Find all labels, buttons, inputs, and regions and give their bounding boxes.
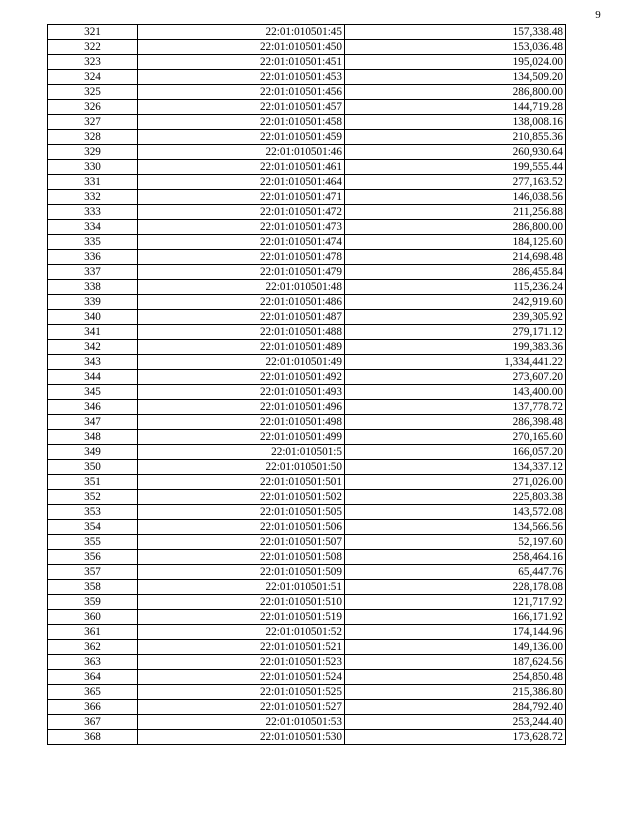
cadastral-value: 199,383.36 <box>345 340 566 355</box>
row-number: 321 <box>48 25 138 40</box>
cadastral-number: 22:01:010501:527 <box>138 700 345 715</box>
cadastral-value: 65,447.76 <box>345 565 566 580</box>
row-number: 360 <box>48 610 138 625</box>
cadastral-number: 22:01:010501:50 <box>138 460 345 475</box>
cadastral-number: 22:01:010501:49 <box>138 355 345 370</box>
table-row <box>48 460 566 475</box>
cadastral-number: 22:01:010501:478 <box>138 250 345 265</box>
row-number: 345 <box>48 385 138 400</box>
cadastral-value: 187,624.56 <box>345 655 566 670</box>
table-row <box>48 205 566 220</box>
row-number: 361 <box>48 625 138 640</box>
row-number: 354 <box>48 520 138 535</box>
cadastral-value: 184,125.60 <box>345 235 566 250</box>
row-number: 327 <box>48 115 138 130</box>
row-number: 335 <box>48 235 138 250</box>
table-row <box>48 325 566 340</box>
cadastral-number: 22:01:010501:52 <box>138 625 345 640</box>
cadastral-number: 22:01:010501:53 <box>138 715 345 730</box>
cadastral-number: 22:01:010501:502 <box>138 490 345 505</box>
row-number: 368 <box>48 730 138 745</box>
cadastral-number: 22:01:010501:453 <box>138 70 345 85</box>
cadastral-number: 22:01:010501:499 <box>138 430 345 445</box>
row-number: 336 <box>48 250 138 265</box>
cadastral-number: 22:01:010501:456 <box>138 85 345 100</box>
cadastral-number: 22:01:010501:488 <box>138 325 345 340</box>
cadastral-value: 143,400.00 <box>345 385 566 400</box>
row-number: 338 <box>48 280 138 295</box>
row-number: 340 <box>48 310 138 325</box>
cadastral-value-table <box>47 24 566 745</box>
cadastral-number: 22:01:010501:530 <box>138 730 345 745</box>
cadastral-value: 284,792.40 <box>345 700 566 715</box>
row-number: 350 <box>48 460 138 475</box>
cadastral-value: 286,455.84 <box>345 265 566 280</box>
cadastral-number: 22:01:010501:51 <box>138 580 345 595</box>
row-number: 353 <box>48 505 138 520</box>
cadastral-value: 153,036.48 <box>345 40 566 55</box>
table-row <box>48 310 566 325</box>
row-number: 339 <box>48 295 138 310</box>
cadastral-value: 277,163.52 <box>345 175 566 190</box>
cadastral-number: 22:01:010501:510 <box>138 595 345 610</box>
cadastral-value: 173,628.72 <box>345 730 566 745</box>
cadastral-number: 22:01:010501:5 <box>138 445 345 460</box>
cadastral-value: 279,171.12 <box>345 325 566 340</box>
cadastral-number: 22:01:010501:523 <box>138 655 345 670</box>
cadastral-value: 157,338.48 <box>345 25 566 40</box>
table-row <box>48 610 566 625</box>
cadastral-number: 22:01:010501:506 <box>138 520 345 535</box>
row-number: 357 <box>48 565 138 580</box>
table-row <box>48 370 566 385</box>
cadastral-value: 174,144.96 <box>345 625 566 640</box>
table-body <box>48 25 566 745</box>
table-row <box>48 190 566 205</box>
table-row <box>48 475 566 490</box>
table-row <box>48 40 566 55</box>
cadastral-number: 22:01:010501:473 <box>138 220 345 235</box>
table-row <box>48 355 566 370</box>
row-number: 323 <box>48 55 138 70</box>
table-row <box>48 250 566 265</box>
cadastral-value: 1,334,441.22 <box>345 355 566 370</box>
cadastral-value: 149,136.00 <box>345 640 566 655</box>
cadastral-number: 22:01:010501:45 <box>138 25 345 40</box>
table-row <box>48 700 566 715</box>
cadastral-number: 22:01:010501:508 <box>138 550 345 565</box>
cadastral-value: 242,919.60 <box>345 295 566 310</box>
row-number: 322 <box>48 40 138 55</box>
row-number: 365 <box>48 685 138 700</box>
row-number: 333 <box>48 205 138 220</box>
table-row <box>48 400 566 415</box>
table-row <box>48 430 566 445</box>
cadastral-value: 134,566.56 <box>345 520 566 535</box>
table-row <box>48 445 566 460</box>
row-number: 331 <box>48 175 138 190</box>
row-number: 337 <box>48 265 138 280</box>
cadastral-number: 22:01:010501:507 <box>138 535 345 550</box>
table-row <box>48 175 566 190</box>
table-row <box>48 85 566 100</box>
table-row <box>48 580 566 595</box>
cadastral-number: 22:01:010501:524 <box>138 670 345 685</box>
page-number: 9 <box>595 9 601 21</box>
row-number: 364 <box>48 670 138 685</box>
cadastral-number: 22:01:010501:487 <box>138 310 345 325</box>
cadastral-value: 239,305.92 <box>345 310 566 325</box>
row-number: 344 <box>48 370 138 385</box>
cadastral-value: 134,337.12 <box>345 460 566 475</box>
table-row <box>48 70 566 85</box>
cadastral-number: 22:01:010501:505 <box>138 505 345 520</box>
row-number: 325 <box>48 85 138 100</box>
row-number: 324 <box>48 70 138 85</box>
table-row <box>48 160 566 175</box>
cadastral-number: 22:01:010501:498 <box>138 415 345 430</box>
row-number: 348 <box>48 430 138 445</box>
cadastral-value: 273,607.20 <box>345 370 566 385</box>
row-number: 341 <box>48 325 138 340</box>
row-number: 352 <box>48 490 138 505</box>
table-row <box>48 340 566 355</box>
cadastral-value: 258,464.16 <box>345 550 566 565</box>
cadastral-number: 22:01:010501:48 <box>138 280 345 295</box>
cadastral-value: 146,038.56 <box>345 190 566 205</box>
table-row <box>48 595 566 610</box>
cadastral-value: 143,572.08 <box>345 505 566 520</box>
cadastral-value: 115,236.24 <box>345 280 566 295</box>
cadastral-value: 286,800.00 <box>345 220 566 235</box>
table-row <box>48 415 566 430</box>
cadastral-number: 22:01:010501:492 <box>138 370 345 385</box>
cadastral-number: 22:01:010501:493 <box>138 385 345 400</box>
cadastral-number: 22:01:010501:472 <box>138 205 345 220</box>
cadastral-value: 286,800.00 <box>345 85 566 100</box>
cadastral-number: 22:01:010501:471 <box>138 190 345 205</box>
cadastral-value: 211,256.88 <box>345 205 566 220</box>
row-number: 326 <box>48 100 138 115</box>
cadastral-value: 137,778.72 <box>345 400 566 415</box>
cadastral-value: 166,057.20 <box>345 445 566 460</box>
cadastral-value: 121,717.92 <box>345 595 566 610</box>
table-row <box>48 385 566 400</box>
table-row <box>48 25 566 40</box>
cadastral-number: 22:01:010501:46 <box>138 145 345 160</box>
cadastral-number: 22:01:010501:489 <box>138 340 345 355</box>
row-number: 346 <box>48 400 138 415</box>
row-number: 349 <box>48 445 138 460</box>
table-row <box>48 235 566 250</box>
row-number: 366 <box>48 700 138 715</box>
row-number: 332 <box>48 190 138 205</box>
cadastral-value: 215,386.80 <box>345 685 566 700</box>
row-number: 355 <box>48 535 138 550</box>
cadastral-number: 22:01:010501:509 <box>138 565 345 580</box>
cadastral-value: 270,165.60 <box>345 430 566 445</box>
cadastral-value: 271,026.00 <box>345 475 566 490</box>
row-number: 351 <box>48 475 138 490</box>
table-row <box>48 115 566 130</box>
cadastral-value: 144,719.28 <box>345 100 566 115</box>
table-row <box>48 280 566 295</box>
cadastral-value: 166,171.92 <box>345 610 566 625</box>
row-number: 367 <box>48 715 138 730</box>
cadastral-value: 134,509.20 <box>345 70 566 85</box>
table-row <box>48 130 566 145</box>
table-row <box>48 715 566 730</box>
cadastral-value: 138,008.16 <box>345 115 566 130</box>
table-row <box>48 550 566 565</box>
row-number: 359 <box>48 595 138 610</box>
row-number: 358 <box>48 580 138 595</box>
cadastral-number: 22:01:010501:486 <box>138 295 345 310</box>
row-number: 362 <box>48 640 138 655</box>
cadastral-number: 22:01:010501:459 <box>138 130 345 145</box>
cadastral-number: 22:01:010501:450 <box>138 40 345 55</box>
table-row <box>48 535 566 550</box>
cadastral-value: 199,555.44 <box>345 160 566 175</box>
cadastral-value: 260,930.64 <box>345 145 566 160</box>
row-number: 334 <box>48 220 138 235</box>
cadastral-value: 52,197.60 <box>345 535 566 550</box>
row-number: 343 <box>48 355 138 370</box>
row-number: 329 <box>48 145 138 160</box>
table-row <box>48 655 566 670</box>
row-number: 356 <box>48 550 138 565</box>
row-number: 342 <box>48 340 138 355</box>
table-row <box>48 565 566 580</box>
cadastral-number: 22:01:010501:461 <box>138 160 345 175</box>
cadastral-number: 22:01:010501:474 <box>138 235 345 250</box>
cadastral-number: 22:01:010501:458 <box>138 115 345 130</box>
cadastral-value: 253,244.40 <box>345 715 566 730</box>
table-row <box>48 295 566 310</box>
cadastral-number: 22:01:010501:525 <box>138 685 345 700</box>
table-row <box>48 145 566 160</box>
table-row <box>48 265 566 280</box>
row-number: 347 <box>48 415 138 430</box>
table-row <box>48 100 566 115</box>
table-row <box>48 490 566 505</box>
table-row <box>48 625 566 640</box>
cadastral-value: 286,398.48 <box>345 415 566 430</box>
cadastral-number: 22:01:010501:501 <box>138 475 345 490</box>
row-number: 363 <box>48 655 138 670</box>
cadastral-number: 22:01:010501:464 <box>138 175 345 190</box>
cadastral-number: 22:01:010501:479 <box>138 265 345 280</box>
table-row <box>48 220 566 235</box>
cadastral-number: 22:01:010501:519 <box>138 610 345 625</box>
table-row <box>48 55 566 70</box>
cadastral-number: 22:01:010501:496 <box>138 400 345 415</box>
row-number: 330 <box>48 160 138 175</box>
cadastral-value: 225,803.38 <box>345 490 566 505</box>
table-row <box>48 670 566 685</box>
row-number: 328 <box>48 130 138 145</box>
table-row <box>48 520 566 535</box>
cadastral-value: 210,855.36 <box>345 130 566 145</box>
cadastral-value: 195,024.00 <box>345 55 566 70</box>
cadastral-value: 254,850.48 <box>345 670 566 685</box>
cadastral-value: 214,698.48 <box>345 250 566 265</box>
cadastral-number: 22:01:010501:521 <box>138 640 345 655</box>
table-row <box>48 685 566 700</box>
cadastral-value: 228,178.08 <box>345 580 566 595</box>
table-row <box>48 730 566 745</box>
cadastral-number: 22:01:010501:457 <box>138 100 345 115</box>
table-row <box>48 640 566 655</box>
cadastral-number: 22:01:010501:451 <box>138 55 345 70</box>
table-row <box>48 505 566 520</box>
